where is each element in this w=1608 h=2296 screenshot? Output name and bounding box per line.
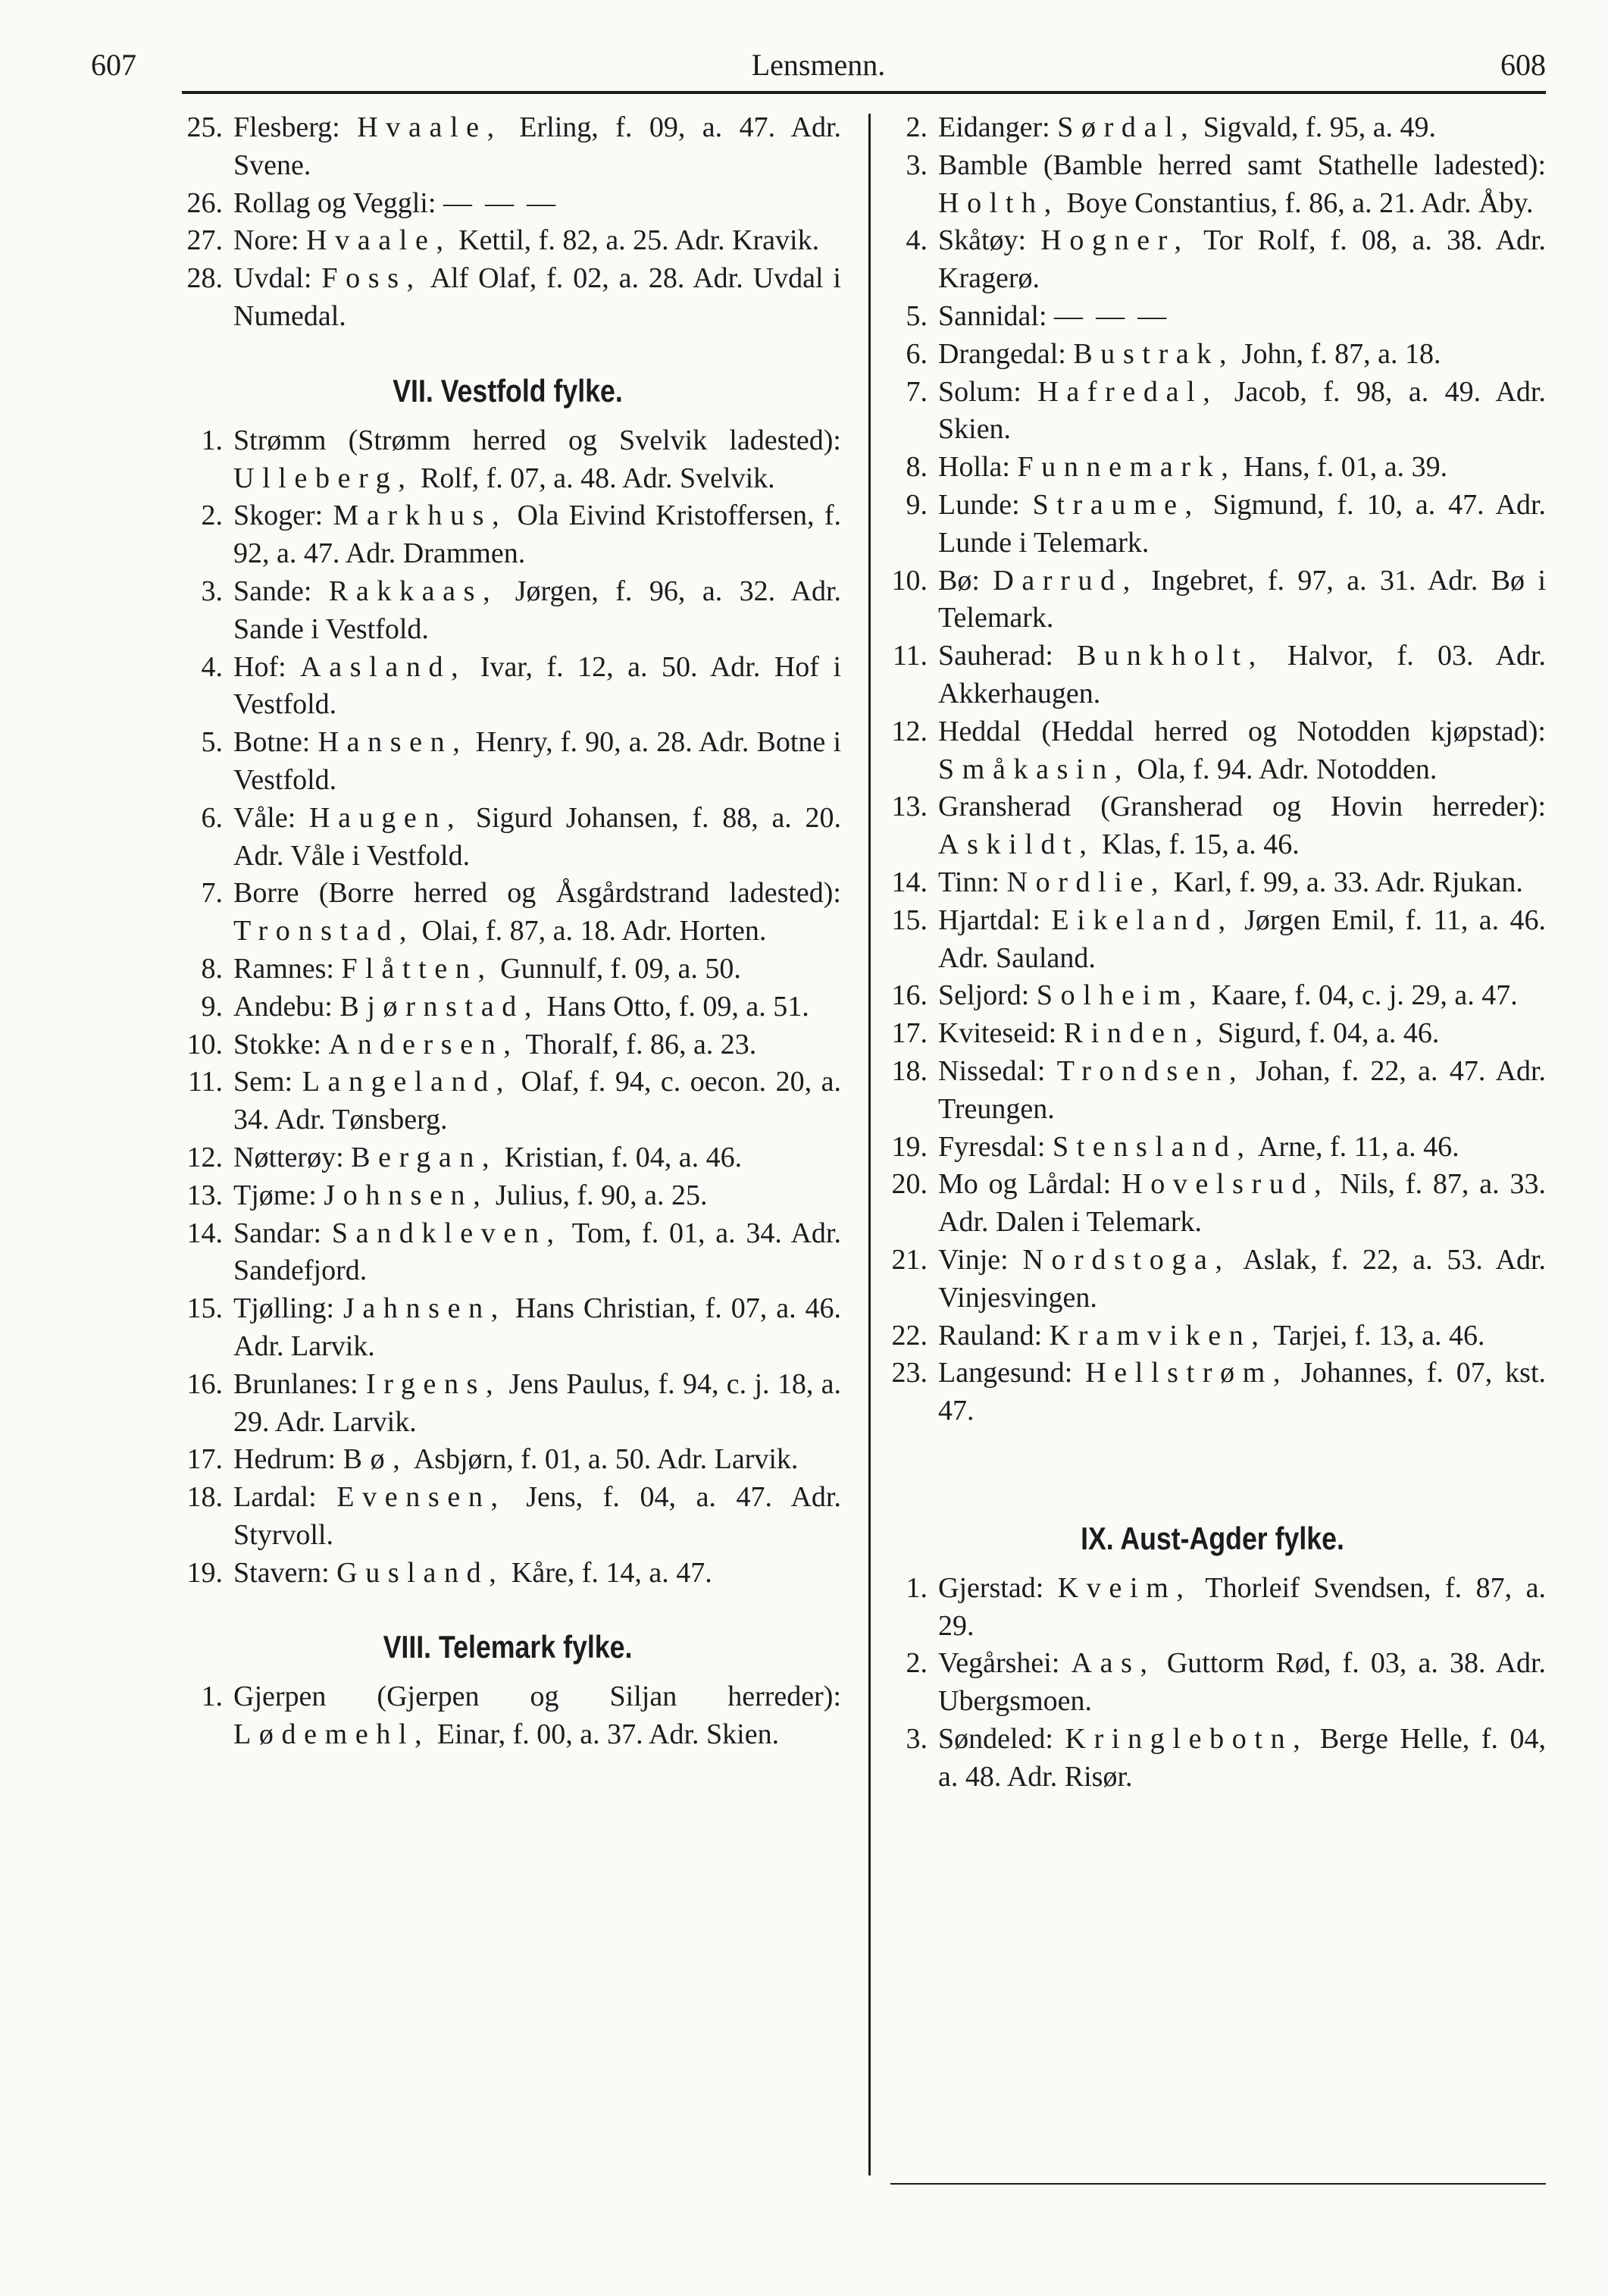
officer-surname: Stensland, bbox=[1052, 1130, 1253, 1163]
officer-surname: Rinden, bbox=[1063, 1017, 1211, 1050]
officer-surname: Kramviken, bbox=[1049, 1319, 1267, 1352]
officer-surname: Langeland, bbox=[302, 1066, 511, 1098]
entry-number: 23. bbox=[891, 1357, 928, 1389]
officer-surname: Hellstrøm, bbox=[1085, 1357, 1289, 1389]
officer-details: Alf Olaf, f. 02, a. 28. Adr. Uvdal i Numedal. bbox=[233, 262, 841, 332]
entry-number: 2. bbox=[906, 111, 928, 143]
entry-number: 20. bbox=[891, 1168, 928, 1201]
officer-surname: Lødemehl, bbox=[233, 1718, 430, 1751]
officer-details: Halvor, f. 03. Adr. Akkerhaugen. bbox=[938, 640, 1547, 709]
officer-surname: Hansen, bbox=[318, 726, 468, 759]
officer-details: Gunnulf, f. 09, a. 50. bbox=[500, 952, 741, 985]
entry-number: 12. bbox=[891, 715, 928, 747]
entry-number: 1. bbox=[201, 424, 223, 456]
district-name: Tjøme: bbox=[233, 1179, 317, 1211]
officer-surname: Darrud, bbox=[993, 564, 1138, 597]
officer-surname: Småkasin, bbox=[938, 753, 1131, 785]
list-item bbox=[879, 562, 1546, 638]
district-name: Vegårshei: bbox=[938, 1647, 1060, 1680]
entry-number: 13. bbox=[186, 1179, 223, 1211]
entry-number: 17. bbox=[891, 1017, 928, 1050]
right-column bbox=[879, 109, 1546, 1796]
section-title-vestfold: VII. Vestfold fylke. bbox=[393, 372, 623, 409]
officer-details: Ola Eivind Kristoffersen, f. 92, a. 47. Adr. Drammen. bbox=[233, 500, 841, 570]
district-name: Sem: bbox=[233, 1066, 293, 1098]
vestfold-entries bbox=[174, 422, 841, 1593]
entry-number: 13. bbox=[891, 791, 928, 823]
officer-details: Sigmund, f. 10, a. 47. Adr. Lunde i Telemark. bbox=[938, 488, 1546, 559]
right-page-number: 608 bbox=[1500, 48, 1546, 82]
list-item bbox=[879, 788, 1546, 864]
entry-number: 8. bbox=[906, 451, 928, 484]
district-name: Fyresdal: bbox=[938, 1130, 1046, 1163]
entry-number: 10. bbox=[186, 1028, 223, 1060]
officer-details: Berge Helle, f. 04, a. 48. Adr. Risør. bbox=[938, 1723, 1547, 1793]
entry-number: 16. bbox=[891, 979, 928, 1012]
list-item bbox=[879, 864, 1546, 902]
officer-details: Olaf, f. 94, c. oecon. 20, a. 34. Adr. Tønsberg. bbox=[233, 1066, 842, 1136]
left-page-number: 607 bbox=[91, 48, 136, 82]
list-item bbox=[879, 1129, 1546, 1167]
officer-surname: Bustrak, bbox=[1073, 337, 1235, 370]
officer-surname: Andersen, bbox=[328, 1028, 519, 1060]
entry-number: 6. bbox=[906, 337, 928, 370]
list-item bbox=[174, 1215, 841, 1291]
officer-details: Kåre, f. 14, a. 47. bbox=[511, 1556, 712, 1589]
officer-surname: Hvaale, bbox=[357, 111, 502, 143]
list-item bbox=[879, 1053, 1546, 1129]
district-name: Lardal: bbox=[233, 1481, 317, 1514]
officer-details: Sigurd Johansen, f. 88, a. 20. Adr. Våle i Vestfold. bbox=[233, 801, 842, 872]
entry-number: 7. bbox=[906, 375, 928, 408]
entry-number: 21. bbox=[891, 1243, 928, 1276]
officer-surname: Straume, bbox=[1032, 488, 1200, 521]
list-item bbox=[174, 1678, 841, 1754]
officer-surname: Aasland, bbox=[300, 650, 467, 683]
list-item bbox=[174, 988, 841, 1026]
officer-details: Ivar, f. 12, a. 50. Adr. Hof i Vestfold. bbox=[233, 650, 842, 721]
list-item bbox=[174, 1366, 841, 1442]
officer-surname: Sørdal, bbox=[1057, 111, 1197, 143]
officer-details: Jens, f. 04, a. 47. Adr. Styrvoll. bbox=[233, 1481, 841, 1551]
district-name: Flesberg: bbox=[233, 111, 340, 143]
column-divider bbox=[868, 114, 871, 2175]
entry-number: 28. bbox=[186, 262, 223, 295]
officer-surname: Hafredal, bbox=[1037, 375, 1219, 408]
officer-details: Henry, f. 90, a. 28. Adr. Botne i Vestfold. bbox=[233, 726, 842, 796]
officer-surname: Nordlie, bbox=[1006, 866, 1167, 898]
list-item bbox=[174, 875, 841, 951]
district-name: Andebu: bbox=[233, 990, 333, 1023]
district-name: Mo og Lårdal: bbox=[938, 1168, 1112, 1201]
officer-details: Jørgen, f. 96, a. 32. Adr. Sande i Vestfold. bbox=[233, 575, 842, 645]
district-name: Sannidal: bbox=[938, 299, 1047, 332]
officer-details: Guttorm Rød, f. 03, a. 38. Adr. Ubergsmoen. bbox=[938, 1647, 1547, 1718]
officer-surname: Kveim, bbox=[1057, 1571, 1192, 1604]
entry-number: 4. bbox=[906, 224, 928, 257]
district-name: Strømm (Strømm herred og Svelvik ladested): bbox=[233, 424, 841, 456]
officer-surname: Ulleberg, bbox=[233, 462, 414, 494]
district-name: Skåtøy: bbox=[938, 224, 1027, 257]
district-name: Våle: bbox=[233, 801, 296, 834]
officer-surname: Evensen, bbox=[336, 1481, 506, 1514]
officer-details: Rolf, f. 07, a. 48. Adr. Svelvik. bbox=[421, 462, 775, 494]
district-name: Tinn: bbox=[938, 866, 1000, 898]
running-title: Lensmenn. bbox=[751, 48, 886, 82]
entry-number: 18. bbox=[186, 1481, 223, 1514]
list-item bbox=[879, 1570, 1546, 1646]
list-item bbox=[879, 109, 1546, 147]
telemark-entries-continued bbox=[879, 109, 1546, 1430]
entry-number: 8. bbox=[201, 952, 223, 985]
officer-surname: Bø, bbox=[343, 1443, 408, 1476]
list-item bbox=[174, 109, 841, 185]
district-name: Hjartdal: bbox=[938, 904, 1041, 936]
district-name: Langesund: bbox=[938, 1357, 1073, 1389]
officer-details: John, f. 87, a. 18. bbox=[1241, 337, 1441, 370]
officer-details: Ola, f. 94. Adr. Notodden. bbox=[1137, 753, 1438, 785]
officer-surname: Hvaale, bbox=[306, 224, 452, 257]
entry-number: 1. bbox=[906, 1571, 928, 1604]
district-name: Sande: bbox=[233, 575, 312, 607]
list-item bbox=[174, 724, 841, 800]
list-item bbox=[174, 800, 841, 875]
officer-details: Tor Rolf, f. 08, a. 38. Adr. Kragerø. bbox=[938, 224, 1546, 295]
officer-surname: Trondsen, bbox=[1056, 1054, 1245, 1087]
officer-surname: Bergan, bbox=[351, 1141, 498, 1173]
officer-surname: Eikeland, bbox=[1051, 904, 1234, 936]
district-name: Borre (Borre herred og Åsgårdstrand ladested): bbox=[233, 877, 841, 910]
officer-details: Asbjørn, f. 01, a. 50. Adr. Larvik. bbox=[413, 1443, 799, 1476]
list-item bbox=[879, 374, 1546, 449]
officer-surname: Flåtten, bbox=[341, 952, 493, 985]
officer-surname: Tronstad, bbox=[233, 915, 415, 948]
entry-number: 18. bbox=[891, 1054, 928, 1087]
list-item bbox=[174, 260, 841, 336]
entry-number: 14. bbox=[891, 866, 928, 898]
officer-details: Einar, f. 00, a. 37. Adr. Skien. bbox=[436, 1718, 780, 1751]
list-item bbox=[174, 1139, 841, 1177]
officer-details: Kettil, f. 82, a. 25. Adr. Kravik. bbox=[458, 224, 820, 257]
officer-surname: Johnsen, bbox=[324, 1179, 489, 1211]
entry-number: 9. bbox=[906, 488, 928, 521]
officer-details: Tarjei, f. 13, a. 46. bbox=[1273, 1319, 1485, 1352]
entry-number: 11. bbox=[892, 640, 928, 672]
officer-surname: Irgens, bbox=[365, 1367, 502, 1400]
entry-number: 9. bbox=[201, 990, 223, 1023]
district-name: Nøtterøy: bbox=[233, 1141, 344, 1173]
officer-surname: Sandkleven, bbox=[331, 1217, 562, 1249]
officer-details: Boye Constantius, f. 86, a. 21. Adr. Åby. bbox=[1066, 186, 1534, 219]
district-name: Gjerstad: bbox=[938, 1571, 1044, 1604]
officer-surname: Haugen, bbox=[309, 801, 463, 834]
entry-number: 14. bbox=[186, 1217, 223, 1249]
list-item bbox=[174, 185, 841, 223]
entry-number: 19. bbox=[186, 1556, 223, 1589]
entry-number: 2. bbox=[201, 500, 223, 532]
officer-details: Johan, f. 22, a. 47. Adr. Treungen. bbox=[938, 1054, 1547, 1125]
officer-details: Sigurd, f. 04, a. 46. bbox=[1217, 1017, 1440, 1050]
left-column bbox=[174, 109, 841, 1754]
district-name: Hof: bbox=[233, 650, 286, 683]
section-title-telemark: VIII. Telemark fylke. bbox=[383, 1629, 633, 1665]
list-item bbox=[174, 1555, 841, 1593]
list-item bbox=[174, 1479, 841, 1555]
officer-details: Hans Otto, f. 09, a. 51. bbox=[546, 990, 809, 1023]
entry-number: 19. bbox=[891, 1130, 928, 1163]
list-item bbox=[879, 1317, 1546, 1355]
officer-surname: Gusland, bbox=[336, 1556, 505, 1589]
district-name: Ramnes: bbox=[233, 952, 334, 985]
district-name: Seljord: bbox=[938, 979, 1030, 1012]
district-name: Solum: bbox=[938, 375, 1021, 408]
list-item bbox=[879, 487, 1546, 562]
entry-number: 5. bbox=[906, 299, 928, 332]
list-item bbox=[879, 449, 1546, 487]
entry-number: 10. bbox=[891, 564, 928, 597]
district-name: Botne: bbox=[233, 726, 311, 759]
list-item bbox=[174, 497, 841, 573]
officer-details: Johannes, f. 07, kst. 47. bbox=[938, 1357, 1547, 1427]
entry-number: 6. bbox=[201, 801, 223, 834]
officer-surname: Bunkholt, bbox=[1077, 640, 1264, 672]
entry-number: 22. bbox=[891, 1319, 928, 1352]
officer-details: Karl, f. 99, a. 33. Adr. Rjukan. bbox=[1173, 866, 1523, 898]
district-name: Bø: bbox=[938, 564, 980, 597]
officer-details: Ingebret, f. 97, a. 31. Adr. Bø i Telemark. bbox=[938, 564, 1547, 634]
list-item bbox=[879, 977, 1546, 1015]
officer-details: Thorleif Svendsen, f. 87, a. 29. bbox=[938, 1571, 1546, 1642]
list-item bbox=[174, 573, 841, 649]
section-title-aust-agder: IX. Aust-Agder fylke. bbox=[1081, 1520, 1344, 1556]
officer-details: Thoralf, f. 86, a. 23. bbox=[525, 1028, 757, 1060]
list-item bbox=[879, 1166, 1546, 1242]
officer-surname: Askildt, bbox=[938, 829, 1095, 861]
district-name: Hedrum: bbox=[233, 1443, 336, 1476]
list-item bbox=[879, 902, 1546, 978]
district-name: Kviteseid: bbox=[938, 1017, 1057, 1050]
officer-surname: Bjørnstad, bbox=[339, 990, 540, 1023]
officer-details: Kaare, f. 04, c. j. 29, a. 47. bbox=[1211, 979, 1518, 1012]
list-item bbox=[879, 1015, 1546, 1053]
list-item bbox=[879, 637, 1546, 713]
district-name: Tjølling: bbox=[233, 1292, 334, 1325]
entry-number: 3. bbox=[201, 575, 223, 607]
officer-details: Sigvald, f. 95, a. 49. bbox=[1203, 111, 1437, 143]
officer-surname: Rakkaas, bbox=[328, 575, 499, 607]
list-item bbox=[174, 422, 841, 498]
entry-number: 25. bbox=[186, 111, 223, 143]
officer-surname: Aas, bbox=[1071, 1647, 1156, 1680]
district-name: Nissedal: bbox=[938, 1054, 1046, 1087]
bottom-rule bbox=[890, 2183, 1546, 2185]
officer-details: Arne, f. 11, a. 46. bbox=[1258, 1130, 1459, 1163]
list-item bbox=[879, 1355, 1546, 1430]
list-item bbox=[174, 1063, 841, 1139]
officer-surname: Nordstoga, bbox=[1022, 1243, 1231, 1276]
district-name: Heddal (Heddal herred og Notodden kjøpstad): bbox=[938, 715, 1546, 747]
officer-surname: Solheim, bbox=[1036, 979, 1205, 1012]
officer-details: Jørgen Emil, f. 11, a. 46. Adr. Sauland. bbox=[938, 904, 1547, 974]
district-name: Uvdal: bbox=[233, 262, 312, 295]
district-name: Skoger: bbox=[233, 500, 324, 532]
district-name: Stokke: bbox=[233, 1028, 322, 1060]
district-name: Rauland: bbox=[938, 1319, 1043, 1352]
officer-details: Erling, f. 09, a. 47. Adr. Svene. bbox=[233, 111, 842, 181]
officer-surname: Markhus, bbox=[333, 500, 508, 532]
officer-surname: Funnemark, bbox=[1017, 451, 1237, 484]
district-name: Bamble (Bamble herred samt Stathelle ladested): bbox=[938, 149, 1546, 181]
officer-details: Kristian, f. 04, a. 46. bbox=[504, 1141, 743, 1173]
officer-details: Hans, f. 01, a. 39. bbox=[1243, 451, 1448, 484]
header-rule bbox=[182, 91, 1546, 94]
district-name: Brunlanes: bbox=[233, 1367, 358, 1400]
entry-number: 3. bbox=[906, 1723, 928, 1756]
list-item bbox=[174, 1290, 841, 1366]
list-item bbox=[879, 1242, 1546, 1317]
entry-number: 26. bbox=[186, 186, 223, 219]
officer-surname: Foss, bbox=[321, 262, 422, 295]
district-name: Søndeled: bbox=[938, 1723, 1053, 1756]
entry-number: 4. bbox=[201, 650, 223, 683]
list-item bbox=[879, 1645, 1546, 1721]
list-item bbox=[879, 298, 1546, 336]
officer-details: Hans Christian, f. 07, a. 46. Adr. Larvik. bbox=[233, 1292, 842, 1362]
officer-details: Olai, f. 87, a. 18. Adr. Horten. bbox=[421, 915, 767, 948]
district-name: Nore: bbox=[233, 224, 299, 257]
officer-details: Jacob, f. 98, a. 49. Adr. Skien. bbox=[938, 375, 1546, 446]
officer-details: Jens Paulus, f. 94, c. j. 18, a. 29. Adr. Larvik. bbox=[233, 1367, 842, 1438]
district-name: Holla: bbox=[938, 451, 1010, 484]
list-item bbox=[174, 649, 841, 725]
district-name: Lunde: bbox=[938, 488, 1020, 521]
officer-surname: Jahnsen, bbox=[343, 1292, 506, 1325]
district-name: Sandar: bbox=[233, 1217, 322, 1249]
district-name: Gjerpen (Gjerpen og Siljan herreder): bbox=[233, 1680, 841, 1713]
entry-number: 11. bbox=[187, 1066, 223, 1098]
entry-number: 2. bbox=[906, 1647, 928, 1680]
list-item bbox=[174, 951, 841, 988]
officer-details: — — — bbox=[443, 186, 558, 219]
officer-surname: Hogner, bbox=[1040, 224, 1190, 257]
entry-number: 3. bbox=[906, 149, 928, 181]
aust-agder-entries bbox=[879, 1570, 1546, 1796]
entry-number: 16. bbox=[186, 1367, 223, 1400]
district-name: Eidanger: bbox=[938, 111, 1050, 143]
district-name: Gransherad (Gransherad og Hovin herreder): bbox=[938, 791, 1546, 823]
officer-surname: Holth, bbox=[938, 186, 1059, 219]
district-name: Sauherad: bbox=[938, 640, 1053, 672]
entry-number: 7. bbox=[201, 877, 223, 910]
entry-number: 12. bbox=[186, 1141, 223, 1173]
list-item bbox=[174, 1026, 841, 1064]
telemark-entries bbox=[174, 1678, 841, 1754]
entry-number: 27. bbox=[186, 224, 223, 257]
officer-surname: Kringlebotn, bbox=[1065, 1723, 1309, 1756]
list-item bbox=[174, 222, 841, 260]
district-name: Stavern: bbox=[233, 1556, 330, 1589]
list-item bbox=[879, 713, 1546, 789]
list-item bbox=[879, 147, 1546, 223]
officer-details: Julius, f. 90, a. 25. bbox=[495, 1179, 708, 1211]
officer-details: Nils, f. 87, a. 33. Adr. Dalen i Telemark. bbox=[938, 1168, 1547, 1239]
entry-number: 1. bbox=[201, 1680, 223, 1713]
district-name: Drangedal: bbox=[938, 337, 1066, 370]
buskerud-entries-continued bbox=[174, 109, 841, 336]
district-name: Rollag og Veggli: bbox=[233, 186, 436, 219]
list-item bbox=[879, 222, 1546, 298]
list-item bbox=[174, 1441, 841, 1479]
list-item bbox=[879, 336, 1546, 374]
list-item bbox=[174, 1177, 841, 1215]
officer-details: — — — bbox=[1054, 299, 1170, 332]
officer-details: Klas, f. 15, a. 46. bbox=[1102, 829, 1300, 861]
entry-number: 5. bbox=[201, 726, 223, 759]
officer-details: Tom, f. 01, a. 34. Adr. Sandefjord. bbox=[233, 1217, 841, 1287]
officer-details: Aslak, f. 22, a. 53. Adr. Vinjesvingen. bbox=[938, 1243, 1547, 1314]
page-header bbox=[91, 44, 1546, 86]
district-name: Vinje: bbox=[938, 1243, 1009, 1276]
entry-number: 17. bbox=[186, 1443, 223, 1476]
officer-surname: Hovelsrud, bbox=[1122, 1168, 1330, 1201]
list-item bbox=[879, 1721, 1546, 1796]
entry-number: 15. bbox=[891, 904, 928, 936]
entry-number: 15. bbox=[186, 1292, 223, 1325]
